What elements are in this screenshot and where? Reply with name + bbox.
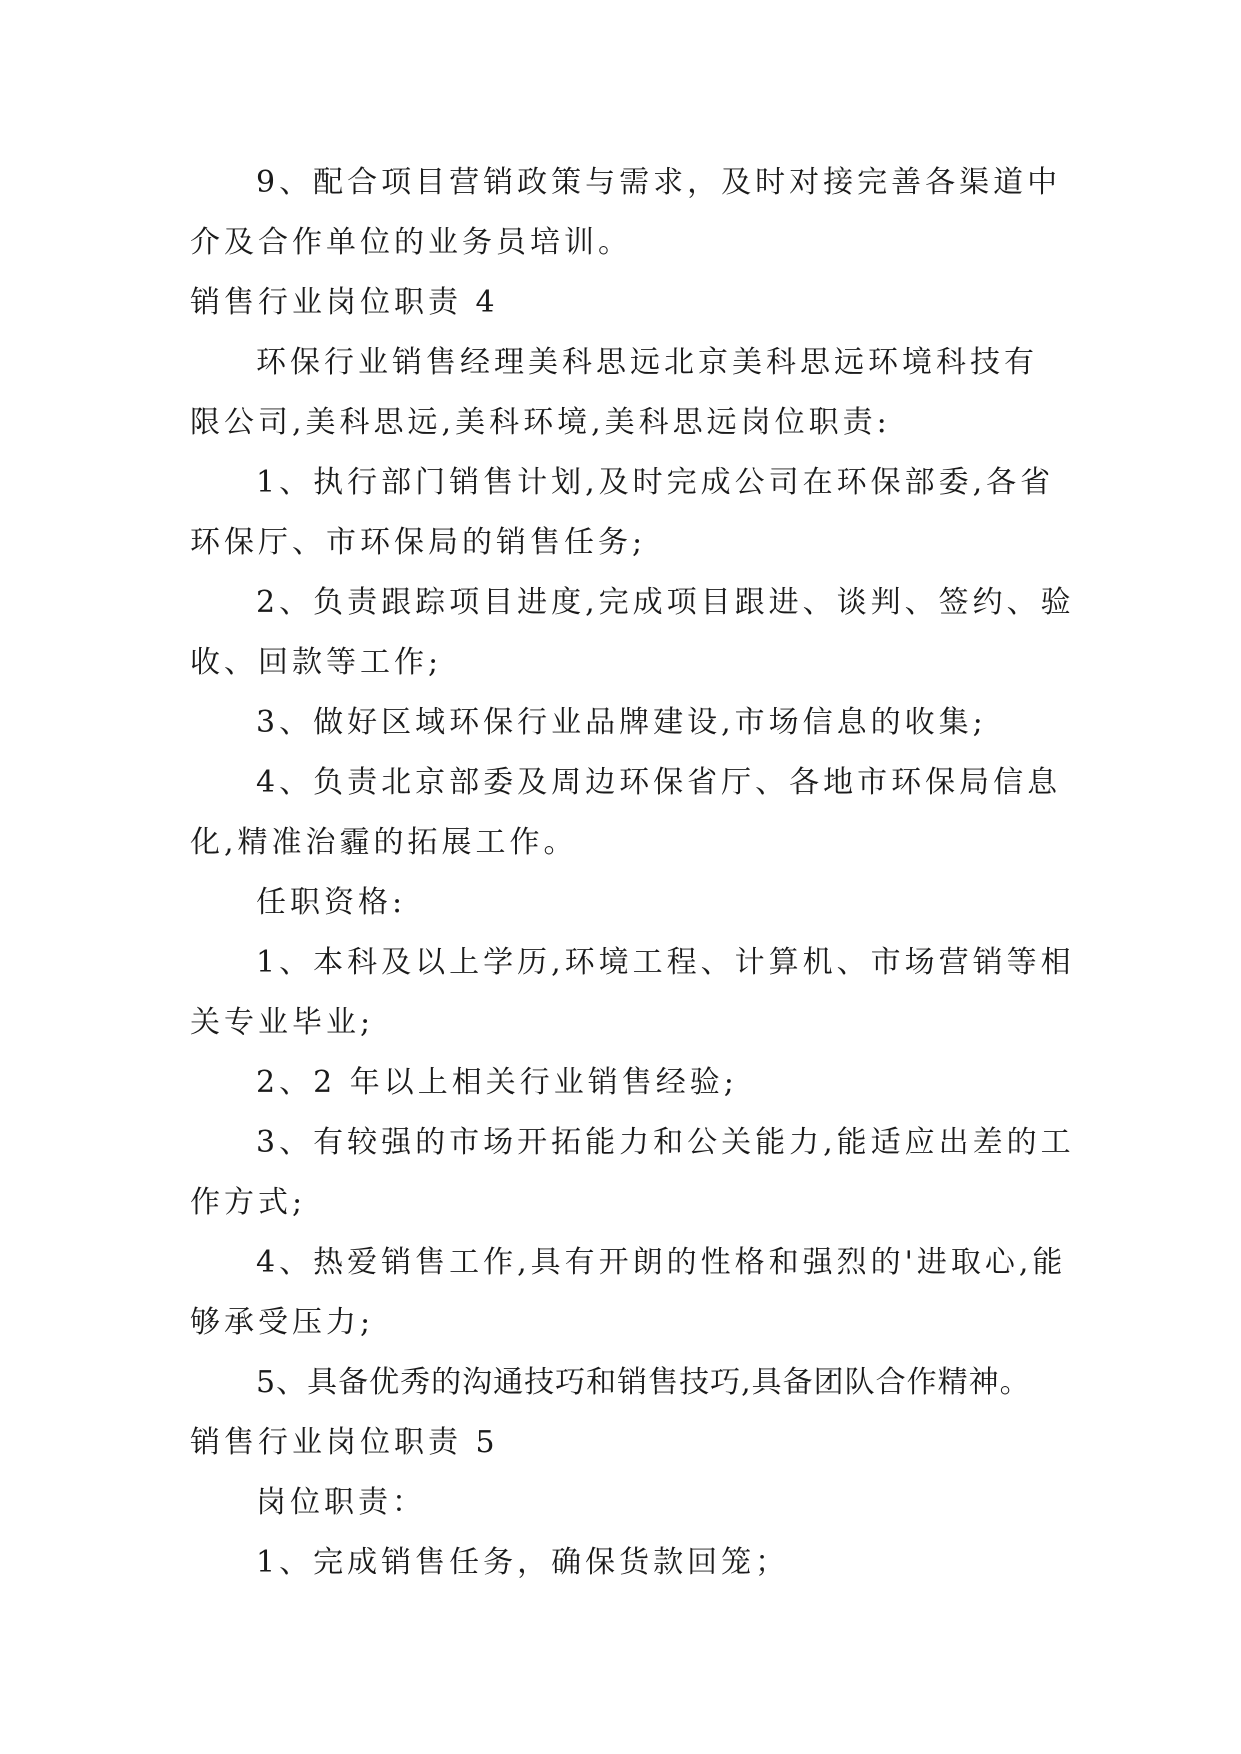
- paragraph-line: 岗位职责：: [256, 1485, 426, 1520]
- paragraph-line: 1、完成销售任务，确保货款回笼；: [256, 1545, 790, 1580]
- paragraph-line: 够承受压力;: [190, 1305, 375, 1340]
- paragraph-line: 2、2 年以上相关行业销售经验;: [256, 1065, 738, 1100]
- paragraph-line: 9、配合项目营销政策与需求，及时对接完善各渠道中: [256, 165, 1062, 200]
- paragraph-line: 化,精准治霾的拓展工作。: [190, 825, 578, 860]
- paragraph-line: 关专业毕业;: [190, 1005, 375, 1040]
- paragraph-line: 3、做好区域环保行业品牌建设,市场信息的收集;: [256, 705, 987, 740]
- paragraph-line: 任职资格:: [256, 885, 407, 920]
- paragraph-line: 限公司,美科思远,美科环境,美科思远岗位职责:: [190, 405, 891, 440]
- section-heading: 销售行业岗位职责 4: [190, 285, 499, 320]
- paragraph-line: 介及合作单位的业务员培训。: [190, 225, 632, 260]
- paragraph-line: 环保厅、市环保局的销售任务;: [190, 525, 647, 560]
- paragraph-line: 4、热爱销售工作,具有开朗的性格和强烈的'进取心,能: [256, 1245, 1067, 1280]
- paragraph-line: 收、回款等工作;: [190, 645, 443, 680]
- paragraph-line: 环保行业销售经理美科思远北京美科思远环境科技有: [256, 345, 1038, 380]
- paragraph-line: 2、负责跟踪项目进度,完成项目跟进、谈判、签约、验: [256, 585, 1075, 620]
- paragraph-line: 5、具备优秀的沟通技巧和销售技巧,具备团队合作精神。: [256, 1365, 1031, 1400]
- paragraph-line: 1、本科及以上学历,环境工程、计算机、市场营销等相: [256, 945, 1075, 980]
- document-body: [190, 158, 1075, 1598]
- paragraph-line: 4、负责北京部委及周边环保省厅、各地市环保局信息: [256, 765, 1062, 800]
- paragraph-line: 作方式;: [190, 1185, 307, 1220]
- paragraph-line: 1、执行部门销售计划,及时完成公司在环保部委,各省: [256, 465, 1055, 500]
- section-heading: 销售行业岗位职责 5: [190, 1425, 499, 1460]
- paragraph-line: 3、有较强的市场开拓能力和公关能力,能适应出差的工: [256, 1125, 1075, 1160]
